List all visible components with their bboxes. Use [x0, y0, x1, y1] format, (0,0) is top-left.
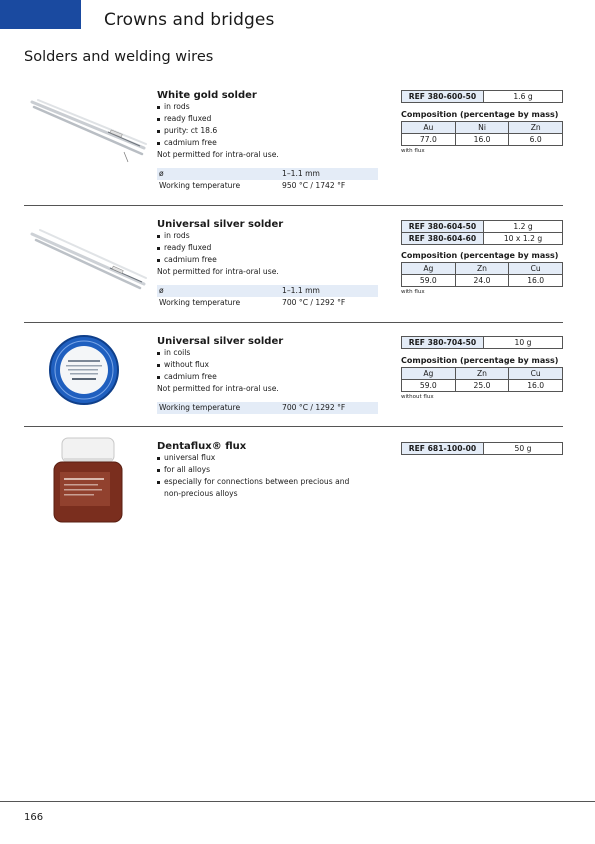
- feature-item: non-precious alloys: [164, 489, 238, 498]
- ref-quantity: 50 g: [484, 443, 563, 455]
- spec-value: 1–1.1 mm: [282, 169, 320, 178]
- feature-list: [157, 347, 217, 383]
- feature-item: universal flux: [157, 452, 349, 464]
- spec-key: ø: [159, 286, 164, 295]
- divider: [24, 426, 563, 427]
- feature-item: especially for connections between precious and: [157, 476, 349, 488]
- spec-value: 950 °C / 1742 °F: [282, 181, 346, 190]
- composition-table: [401, 121, 563, 146]
- ref-row: [402, 91, 563, 103]
- feature-item: in rods: [157, 230, 217, 242]
- element-value: 16.0: [455, 134, 509, 146]
- ref-table: [401, 336, 563, 349]
- product-name: Universal silver solder: [157, 336, 284, 347]
- flux-jar-image: [50, 436, 126, 526]
- section-title: Solders and welding wires: [24, 49, 214, 65]
- element-value: 59.0: [402, 380, 456, 392]
- usage-note: Not permitted for intra-oral use.: [157, 150, 279, 159]
- element-value: 16.0: [509, 380, 563, 392]
- element-header: Ag: [402, 263, 456, 275]
- page-number: 166: [24, 812, 44, 823]
- ref-row: [402, 233, 563, 245]
- ref-number: REF 380-604-50: [402, 221, 484, 233]
- element-header: Cu: [509, 368, 563, 380]
- spec-row: [157, 297, 378, 309]
- element-value: 77.0: [402, 134, 456, 146]
- composition-title: Composition (percentage by mass): [401, 356, 559, 365]
- ref-number: REF 380-600-50: [402, 91, 484, 103]
- feature-item: without flux: [157, 359, 217, 371]
- composition-value-row: [402, 134, 563, 146]
- element-header: Zn: [455, 368, 509, 380]
- spec-table: [157, 402, 378, 414]
- element-header: Ni: [455, 122, 509, 134]
- footer-divider: [0, 801, 595, 802]
- spec-key: Working temperature: [159, 181, 241, 190]
- feature-list: [157, 452, 349, 500]
- element-value: 59.0: [402, 275, 456, 287]
- ref-table: [401, 220, 563, 245]
- element-value: 24.0: [455, 275, 509, 287]
- composition-header-row: [402, 122, 563, 134]
- solder-coil-image: [48, 334, 120, 406]
- solder-rods-image: [28, 94, 150, 166]
- composition-table: [401, 367, 563, 392]
- page-title: Crowns and bridges: [104, 10, 275, 30]
- feature-item: cadmium free: [157, 137, 217, 149]
- spec-table: [157, 285, 378, 309]
- feature-item: purity: ct 18.6: [157, 125, 217, 137]
- composition-title: Composition (percentage by mass): [401, 251, 559, 260]
- feature-list: [157, 230, 217, 266]
- composition-note: with flux: [401, 148, 425, 154]
- ref-row: [402, 443, 563, 455]
- ref-quantity: 10 g: [484, 337, 563, 349]
- divider: [24, 205, 563, 206]
- usage-note: Not permitted for intra-oral use.: [157, 384, 279, 393]
- spec-key: Working temperature: [159, 298, 241, 307]
- composition-title: Composition (percentage by mass): [401, 110, 559, 119]
- element-header: Au: [402, 122, 456, 134]
- header-brand-tab: [0, 0, 81, 29]
- composition-note: without flux: [401, 394, 434, 400]
- ref-number: REF 380-704-50: [402, 337, 484, 349]
- element-header: Cu: [509, 263, 563, 275]
- spec-row: [157, 168, 378, 180]
- spec-value: 1–1.1 mm: [282, 286, 320, 295]
- feature-item: ready fluxed: [157, 113, 217, 125]
- composition-value-row: [402, 380, 563, 392]
- ref-row: [402, 221, 563, 233]
- ref-quantity: 1.6 g: [484, 91, 563, 103]
- feature-item: in rods: [157, 101, 217, 113]
- element-header: Zn: [455, 263, 509, 275]
- element-header: Ag: [402, 368, 456, 380]
- usage-note: Not permitted for intra-oral use.: [157, 267, 279, 276]
- ref-quantity: 10 x 1.2 g: [484, 233, 563, 245]
- product-name: Dentaflux® flux: [157, 441, 247, 452]
- feature-item: for all alloys: [157, 464, 349, 476]
- spec-value: 700 °C / 1292 °F: [282, 298, 346, 307]
- feature-item: cadmium free: [157, 254, 217, 266]
- feature-item: in coils: [157, 347, 217, 359]
- spec-row: [157, 180, 378, 192]
- element-value: 25.0: [455, 380, 509, 392]
- feature-item: ready fluxed: [157, 242, 217, 254]
- feature-list: [157, 101, 217, 149]
- spec-key: ø: [159, 169, 164, 178]
- spec-row: [157, 402, 378, 414]
- element-header: Zn: [509, 122, 563, 134]
- element-value: 16.0: [509, 275, 563, 287]
- spec-table: [157, 168, 378, 192]
- ref-table: [401, 90, 563, 103]
- spec-row: [157, 285, 378, 297]
- spec-key: Working temperature: [159, 403, 241, 412]
- ref-quantity: 1.2 g: [484, 221, 563, 233]
- ref-row: [402, 337, 563, 349]
- divider: [24, 322, 563, 323]
- element-value: 6.0: [509, 134, 563, 146]
- solder-rods-image: [28, 224, 150, 296]
- composition-table: [401, 262, 563, 287]
- composition-header-row: [402, 263, 563, 275]
- ref-number: REF 380-604-60: [402, 233, 484, 245]
- composition-value-row: [402, 275, 563, 287]
- product-name: White gold solder: [157, 90, 257, 101]
- ref-table: [401, 442, 563, 455]
- spec-value: 700 °C / 1292 °F: [282, 403, 346, 412]
- composition-header-row: [402, 368, 563, 380]
- feature-item: cadmium free: [157, 371, 217, 383]
- product-name: Universal silver solder: [157, 219, 284, 230]
- composition-note: with flux: [401, 289, 425, 295]
- ref-number: REF 681-100-00: [402, 443, 484, 455]
